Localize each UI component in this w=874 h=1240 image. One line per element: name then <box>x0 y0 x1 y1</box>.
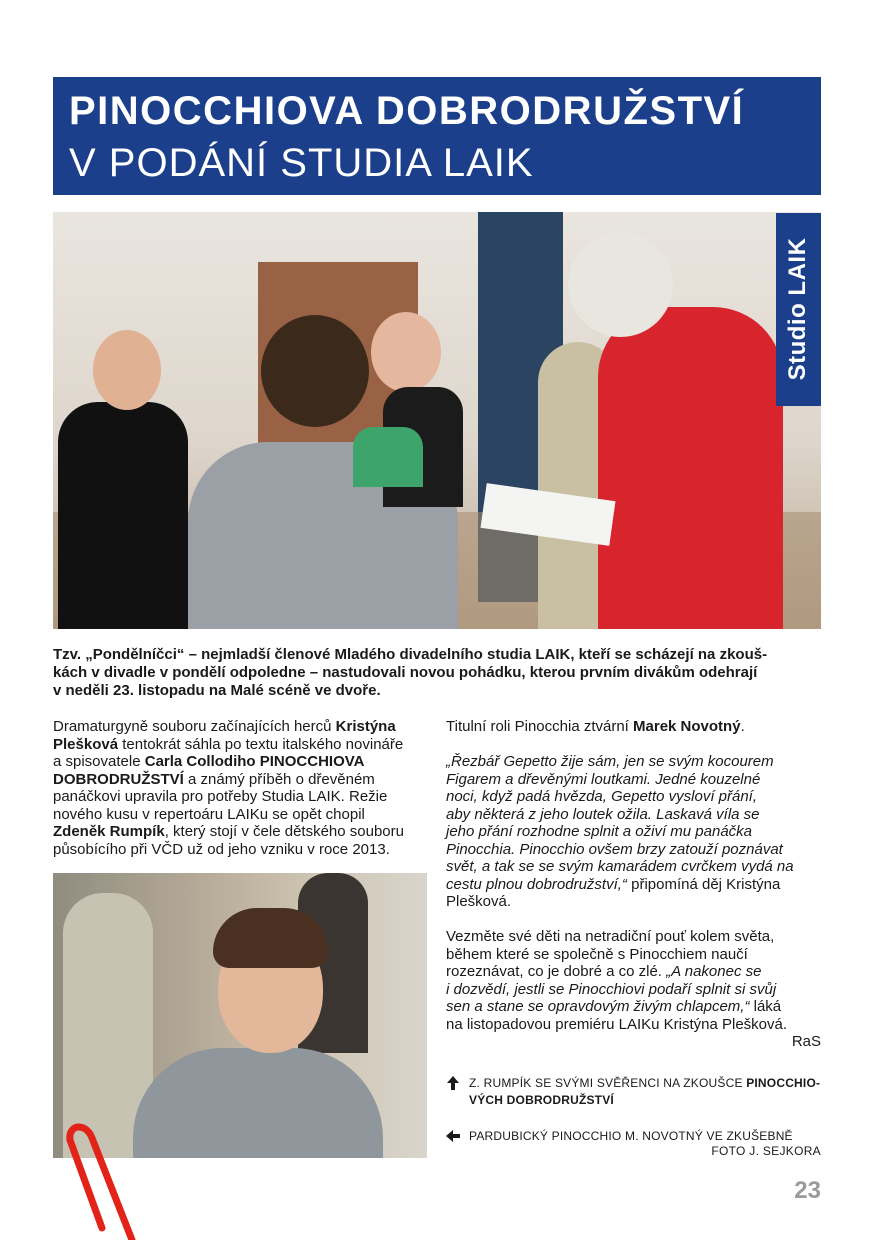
body-line: nového kusu v repertoáru LAIKu se opět chopil <box>53 805 365 823</box>
photo-girl-green <box>353 427 423 487</box>
left-column <box>53 718 425 858</box>
name-rumpik: Zdeněk Rumpík <box>53 823 165 840</box>
section-tab-label: Studio LAIK <box>784 237 811 381</box>
photo-boy-hoodie-head <box>261 315 369 427</box>
lead-line: kách v divadle v pondělí odpoledne – nastudovali novou pohádku, kterou prvním divákům odehrají <box>53 664 758 681</box>
name-novotny: Marek Novotný <box>633 718 741 735</box>
photo-man-red <box>598 307 783 629</box>
body-line: Plešková tentokrát sáhla po textu italského novináře <box>53 735 404 753</box>
body-line: a spisovatele Carla Collodiho PINOCCHIOVA <box>53 753 365 770</box>
page-title: PINOCCHIOVA DOBRODRUŽSTVÍ <box>69 89 745 133</box>
body-line: i dozvědí, jestli se Pinocchiovi podaří splnit si svůj <box>446 980 777 998</box>
photo-boy-left-head <box>93 330 161 410</box>
name-pleskova: Plešková <box>53 735 119 753</box>
page-subtitle: V PODÁNÍ STUDIA LAIK <box>69 141 534 185</box>
title-banner <box>53 77 821 195</box>
body-line: DOBRODRUŽSTVÍ a známý příběh o dřevěném <box>53 770 375 788</box>
body-line: Dramaturgyně souboru začínajících herců Kristýna <box>53 718 396 735</box>
rehearsal-photo <box>53 212 821 629</box>
arrow-left-icon <box>446 1128 460 1144</box>
body-line: působícího při VČD už od jeho vzniku v roce 2013. <box>53 840 390 858</box>
body-line: panáčkovi upravila pro potřeby Studia LAIK. Režie <box>53 788 388 805</box>
photo-boy-body <box>133 1048 383 1158</box>
lead-line: Tzv. „Pondělníčci“ – nejmladší členové Mladého divadelního studia LAIK, kteří se scházejí na zkouš- <box>53 646 768 663</box>
section-tab <box>776 213 821 406</box>
right-column <box>446 718 821 1051</box>
photo-boy-hair <box>213 908 328 968</box>
quote-line: „Řezbář Gepetto žije sám, jen se svým kocourem <box>446 753 774 770</box>
body-line: rozeznávat, co je dobré a co zlé. „A nakonec se <box>446 963 762 980</box>
quote-line: Figarem a dřevěnými loutkami. Jedné kouzelné <box>446 770 761 788</box>
body-line: během které se společně s Pinocchiem naučí <box>446 945 748 963</box>
body-line: Titulní roli Pinocchia ztvární Marek Novotný. <box>446 718 745 735</box>
paperclip-icon <box>62 1118 152 1240</box>
book-title: DOBRODRUŽSTVÍ <box>53 770 184 788</box>
body-line: na listopadovou premiéru LAIKu Kristýna Plešková. <box>446 1015 788 1033</box>
body-line: sen a stane se opravdovým živým chlapcem,“ láká <box>446 998 782 1015</box>
author-title: Carla Collodiho PINOCCHIOVA <box>144 753 365 770</box>
name-kristyna: Kristýna <box>335 718 396 735</box>
lead-paragraph <box>53 646 823 700</box>
quote-line: svět, a tak se se svým kamarádem cvrčkem vydá na <box>446 858 794 875</box>
quote-line: cestu plnou dobrodružství,“ připomíná děj Kristýna <box>446 875 781 893</box>
photo-man-head <box>568 232 673 337</box>
body-line: Plešková. <box>446 893 512 910</box>
author-signature: RaS <box>791 1033 821 1050</box>
body-line: Zdeněk Rumpík, který stojí v čele dětského souboru <box>53 823 404 840</box>
photo-girl-center <box>371 312 441 392</box>
photo-credit: FOTO J. SEJKORA <box>711 1144 821 1158</box>
quote-line: jeho přání rozhodne splnit a oživí mu panáčka <box>446 823 753 840</box>
quote-line: Pinocchia. Pinocchio ovšem brzy zatouží poznávat <box>446 840 783 858</box>
pinocchio-actor-photo <box>53 873 427 1158</box>
quote-line: aby některá z jeho loutek ožila. Laskavá víla se <box>446 805 760 823</box>
body-line: Vezměte své děti na netradiční pouť kolem světa, <box>446 928 775 945</box>
arrow-up-icon <box>446 1075 460 1091</box>
page-number: 23 <box>794 1177 821 1204</box>
quote-line: noci, když padá hvězda, Gepetto vysloví přání, <box>446 788 758 805</box>
lead-line: v neděli 23. listopadu na Malé scéně ve dvoře. <box>53 682 381 699</box>
photo-boy-left <box>58 402 188 629</box>
